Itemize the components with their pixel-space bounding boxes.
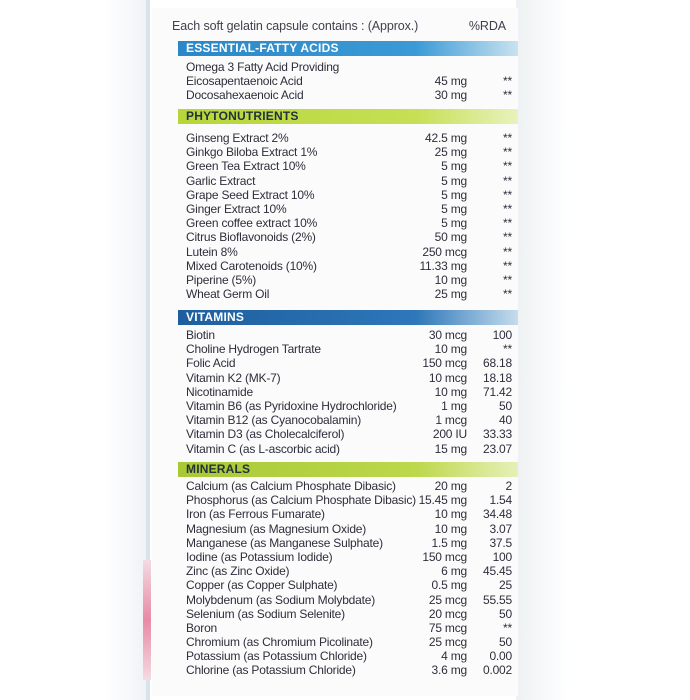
ingredient-amount: 30 mcg	[428, 328, 467, 342]
ingredient-amount: 5 mg	[441, 159, 467, 174]
table-row	[178, 649, 518, 663]
ingredient-rda: **	[503, 272, 512, 287]
ingredient-name: Grape Seed Extract 10%	[186, 187, 315, 202]
ingredient-name: Vitamin C (as L-ascorbic acid)	[186, 441, 340, 456]
ingredient-name: Selenium (as Sodium Selenite)	[186, 606, 345, 621]
ingredient-rda: **	[503, 287, 512, 302]
ingredient-name: Calcium (as Calcium Phosphate Dibasic)	[186, 479, 396, 493]
table-row	[178, 479, 518, 493]
ingredient-name: Chlorine (as Potassium Chloride)	[186, 663, 356, 678]
table-row	[178, 287, 518, 301]
ingredient-rda: 37.5	[489, 535, 512, 550]
ingredient-amount: 20 mcg	[428, 606, 467, 621]
rda-heading: %RDA	[468, 19, 506, 33]
table-row	[178, 385, 518, 399]
table-row	[178, 493, 518, 507]
ingredient-amount: 1 mg	[441, 398, 467, 413]
ingredient-name: Ginger Extract 10%	[186, 201, 287, 216]
ingredient-name: Copper (as Copper Sulphate)	[186, 578, 338, 593]
table-row	[178, 88, 518, 102]
table-row	[178, 356, 518, 370]
ingredient-name: Lutein 8%	[186, 244, 238, 259]
ingredient-rda: **	[503, 258, 512, 273]
ingredient-name: Wheat Germ Oil	[186, 287, 270, 302]
ingredient-name: Nicotinamide	[186, 384, 253, 399]
ingredient-name: Folic Acid	[186, 356, 236, 371]
ingredient-rda: 3.07	[489, 521, 512, 536]
table-row	[178, 230, 518, 244]
table-row	[178, 328, 518, 342]
table-row	[178, 342, 518, 356]
table-row	[178, 507, 518, 521]
ingredient-rda: **	[503, 201, 512, 216]
ingredient-rda: 18.18	[482, 370, 512, 385]
ingredient-amount: 150 mcg	[422, 549, 467, 564]
ingredient-amount: 10 mg	[434, 521, 467, 536]
ingredient-rda: **	[503, 342, 512, 357]
ingredient-name: Eicosapentaenoic Acid	[186, 74, 303, 89]
ingredient-rda: 34.48	[482, 507, 512, 522]
ingredient-rda: 23.07	[482, 441, 512, 456]
ingredient-name: Green Tea Extract 10%	[186, 159, 306, 174]
ingredient-name: Manganese (as Manganese Sulphate)	[186, 535, 383, 550]
ingredient-rda: 55.55	[482, 592, 512, 607]
ingredient-amount: 15 mg	[434, 441, 467, 456]
ingredient-rda: 33.33	[482, 427, 512, 442]
ingredient-name: Biotin	[186, 328, 215, 342]
ingredient-amount: 4 mg	[441, 649, 467, 664]
ingredient-amount: 42.5 mg	[425, 131, 467, 145]
ingredient-name: Ginseng Extract 2%	[186, 131, 289, 145]
pink-accent-stripe	[143, 560, 151, 680]
table-row	[178, 593, 518, 607]
ingredient-name: Potassium (as Potassium Chloride)	[186, 649, 367, 664]
ingredient-rda: **	[503, 173, 512, 188]
ingredient-amount: 75 mcg	[428, 620, 467, 635]
ingredient-amount: 20 mg	[434, 479, 467, 493]
ingredient-rda: 0.002	[482, 663, 512, 678]
ingredient-amount: 10 mg	[434, 272, 467, 287]
ingredient-name: Iron (as Ferrous Fumarate)	[186, 507, 325, 522]
ingredient-rda: **	[503, 88, 512, 103]
ingredient-rda: **	[503, 145, 512, 160]
ingredient-name: Chromium (as Chromium Picolinate)	[186, 635, 373, 650]
ingredient-amount: 25 mg	[434, 145, 467, 160]
table-row	[178, 564, 518, 578]
ingredient-rda: 25	[499, 578, 512, 593]
ingredient-rda: 50	[499, 606, 512, 621]
ingredient-name: Magnesium (as Magnesium Oxide)	[186, 521, 367, 536]
ingredient-name: Ginkgo Biloba Extract 1%	[186, 145, 318, 160]
section-header: ESSENTIAL-FATTY ACIDS	[178, 41, 518, 56]
ingredient-amount: 5 mg	[441, 201, 467, 216]
right-package-edge	[516, 0, 690, 700]
ingredient-amount: 1 mcg	[435, 413, 467, 428]
ingredient-rda: **	[503, 131, 512, 145]
ingredient-amount: 250 mcg	[422, 244, 467, 259]
ingredient-amount: 45 mg	[434, 74, 467, 89]
ingredient-rda: 2	[505, 479, 512, 493]
table-row	[178, 174, 518, 188]
ingredient-amount: 10 mg	[434, 384, 467, 399]
ingredient-rda: 68.18	[482, 356, 512, 371]
table-row	[178, 621, 518, 635]
ingredient-rda: **	[503, 159, 512, 174]
ingredient-name: Choline Hydrogen Tartrate	[186, 342, 321, 357]
ingredient-name: Molybdenum (as Sodium Molybdate)	[186, 592, 376, 607]
ingredient-amount: 30 mg	[434, 88, 467, 103]
section-vitamins	[178, 310, 518, 456]
table-row	[178, 245, 518, 259]
ingredient-rda: 1.54	[489, 493, 512, 508]
table-row	[178, 427, 518, 441]
section-minerals	[178, 462, 518, 678]
table-row	[178, 188, 518, 202]
table-row	[178, 159, 518, 173]
ingredient-name: Vitamin D3 (as Cholecalciferol)	[186, 427, 345, 442]
ingredient-amount: 15.45 mg	[418, 493, 467, 508]
ingredient-rda: 50	[499, 398, 512, 413]
ingredient-name: Garlic Extract	[186, 173, 256, 188]
ingredient-name: Vitamin B6 (as Pyridoxine Hydrochloride)	[186, 398, 397, 413]
table-row	[178, 202, 518, 216]
ingredient-amount: 25 mcg	[428, 635, 467, 650]
table-row	[178, 399, 518, 413]
ingredient-rda: **	[503, 620, 512, 635]
section-phytonutrients	[178, 109, 518, 301]
ingredient-rda: 40	[499, 413, 512, 428]
ingredient-name: Mixed Carotenoids (10%)	[186, 258, 317, 273]
section-header: PHYTONUTRIENTS	[178, 109, 518, 124]
ingredient-rda: 71.42	[482, 384, 512, 399]
ingredient-rda: **	[503, 244, 512, 259]
table-row	[178, 607, 518, 621]
ingredient-amount: 1.5 mg	[431, 535, 467, 550]
section-essential-fatty-acids	[178, 41, 518, 103]
ingredient-amount: 10 mg	[434, 507, 467, 522]
ingredient-name: Zinc (as Zinc Oxide)	[186, 564, 290, 579]
ingredient-amount: 25 mg	[434, 287, 467, 302]
ingredient-rda: 100	[492, 328, 512, 342]
ingredient-rda: 45.45	[482, 564, 512, 579]
ingredient-rda: **	[503, 230, 512, 245]
table-row	[178, 635, 518, 649]
table-row	[178, 536, 518, 550]
ingredient-amount: 5 mg	[441, 173, 467, 188]
ingredient-name: Vitamin K2 (MK-7)	[186, 370, 281, 385]
ingredient-amount: 5 mg	[441, 216, 467, 231]
ingredient-rda: 100	[492, 549, 512, 564]
ingredient-amount: 10 mg	[434, 342, 467, 357]
table-row	[178, 578, 518, 592]
table-row	[178, 216, 518, 230]
composition-intro	[172, 19, 512, 35]
table-row	[178, 273, 518, 287]
ingredient-rda: 0.00	[489, 649, 512, 664]
table-row	[178, 522, 518, 536]
section-subtitle: Omega 3 Fatty Acid Providing	[186, 60, 340, 74]
ingredient-name: Green coffee extract 10%	[186, 216, 318, 231]
ingredient-rda: 50	[499, 635, 512, 650]
section-header: MINERALS	[178, 462, 518, 477]
ingredient-amount: 25 mcg	[428, 592, 467, 607]
ingredient-name: Phosphorus (as Calcium Phosphate Dibasic)	[186, 493, 416, 508]
table-row	[178, 145, 518, 159]
table-row	[178, 550, 518, 564]
table-row	[178, 131, 518, 145]
ingredient-amount: 5 mg	[441, 187, 467, 202]
ingredient-amount: 50 mg	[434, 230, 467, 245]
ingredient-amount: 6 mg	[441, 564, 467, 579]
ingredient-name: Citrus Bioflavonoids (2%)	[186, 230, 316, 245]
ingredient-name: Piperine (5%)	[186, 272, 257, 287]
intro-text: Each soft gelatin capsule contains : (Approx.)	[172, 19, 419, 33]
left-package-edge	[0, 0, 150, 700]
ingredient-amount: 0.5 mg	[431, 578, 467, 593]
ingredient-amount: 10 mcg	[428, 370, 467, 385]
ingredient-rda: **	[503, 74, 512, 89]
section-header: VITAMINS	[178, 310, 518, 325]
ingredient-rda: **	[503, 216, 512, 231]
table-row	[178, 74, 518, 88]
table-row	[178, 371, 518, 385]
ingredient-amount: 200 IU	[432, 427, 467, 442]
table-row	[178, 663, 518, 677]
ingredient-name: Vitamin B12 (as Cyanocobalamin)	[186, 413, 362, 428]
ingredient-amount: 150 mcg	[422, 356, 467, 371]
table-row	[178, 442, 518, 456]
ingredient-amount: 11.33 mg	[419, 258, 467, 273]
ingredient-name: Boron	[186, 620, 218, 635]
table-row	[178, 413, 518, 427]
ingredient-rda: **	[503, 187, 512, 202]
ingredient-amount: 3.6 mg	[431, 663, 467, 678]
table-row	[178, 259, 518, 273]
ingredient-name: Iodine (as Potassium Iodide)	[186, 549, 333, 564]
ingredient-name: Docosahexaenoic Acid	[186, 88, 304, 103]
